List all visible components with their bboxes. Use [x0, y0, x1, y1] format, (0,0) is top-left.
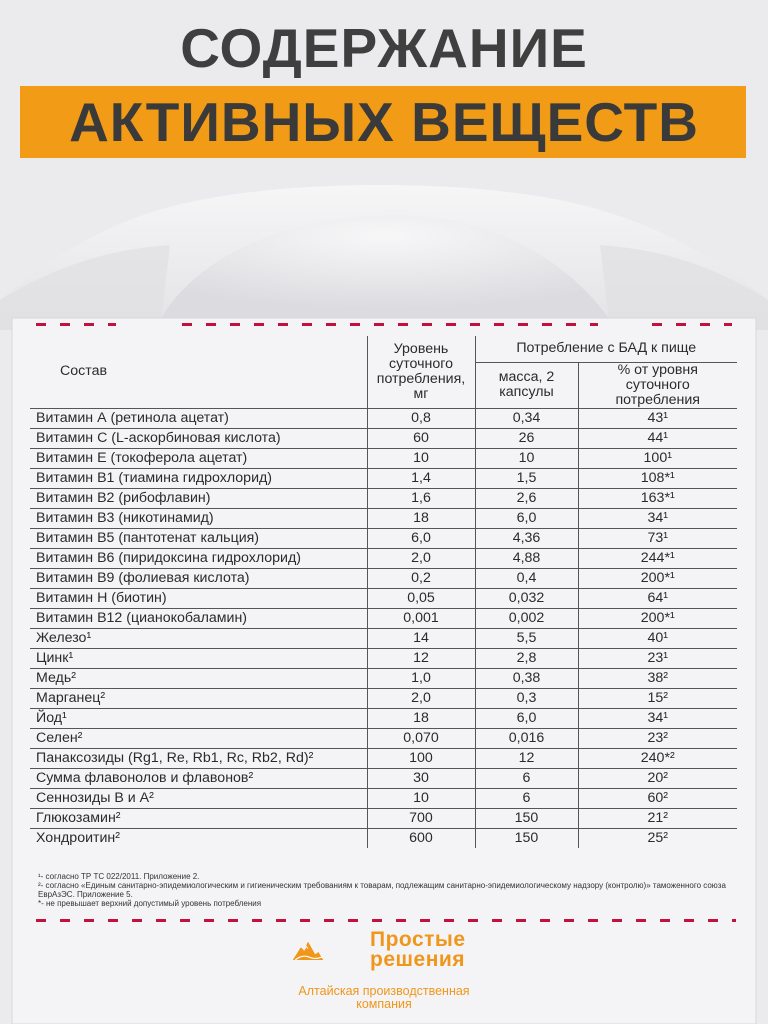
- row-daily-level: 2,0: [367, 548, 475, 568]
- table-row: [30, 748, 737, 768]
- row-name: Витамин С (L-аскорбиновая кислота): [30, 428, 367, 448]
- row-name: Селен²: [30, 728, 367, 748]
- footnotes: [38, 872, 738, 908]
- composition-table: [30, 336, 737, 848]
- row-mass: 6: [475, 788, 578, 808]
- row-daily-level: 1,4: [367, 468, 475, 488]
- table-row: [30, 768, 737, 788]
- table-row: [30, 728, 737, 748]
- page-title-line1: СОДЕРЖАНИЕ: [180, 17, 588, 79]
- table-row: [30, 648, 737, 668]
- dash-top-left: [36, 323, 116, 326]
- row-mass: 150: [475, 828, 578, 848]
- row-percent: 25²: [578, 828, 737, 848]
- row-percent: 21²: [578, 808, 737, 828]
- row-name: Витамин В9 (фолиевая кислота): [30, 568, 367, 588]
- brand-name-line2: решения: [370, 948, 466, 971]
- row-mass: 6,0: [475, 508, 578, 528]
- row-daily-level: 100: [367, 748, 475, 768]
- row-percent: 108*¹: [578, 468, 737, 488]
- row-mass: 0,34: [475, 408, 578, 428]
- row-percent: 38²: [578, 668, 737, 688]
- row-daily-level: 0,8: [367, 408, 475, 428]
- row-mass: 2,8: [475, 648, 578, 668]
- row-percent: 15²: [578, 688, 737, 708]
- row-mass: 10: [475, 448, 578, 468]
- table-row: [30, 468, 737, 488]
- table-row: [30, 788, 737, 808]
- row-name: Медь²: [30, 668, 367, 688]
- row-percent: 60²: [578, 788, 737, 808]
- table-row: [30, 628, 737, 648]
- row-name: Витамин В2 (рибофлавин): [30, 488, 367, 508]
- row-percent: 44¹: [578, 428, 737, 448]
- row-daily-level: 1,6: [367, 488, 475, 508]
- table-row: [30, 568, 737, 588]
- row-daily-level: 18: [367, 508, 475, 528]
- table-row: [30, 688, 737, 708]
- footnote-1: ¹- согласно ТР ТС 022/2011. Приложение 2.: [38, 872, 200, 881]
- table-row: [30, 708, 737, 728]
- row-mass: 0,016: [475, 728, 578, 748]
- page-title-line2: АКТИВНЫХ ВЕЩЕСТВ: [69, 91, 699, 153]
- row-mass: 0,3: [475, 688, 578, 708]
- table-row: [30, 828, 737, 848]
- table-row: [30, 428, 737, 448]
- row-mass: 0,38: [475, 668, 578, 688]
- row-name: Витамин А (ретинола ацетат): [30, 408, 367, 428]
- row-mass: 26: [475, 428, 578, 448]
- row-name: Витамин В5 (пантотенат кальция): [30, 528, 367, 548]
- table-row: [30, 808, 737, 828]
- dash-top-middle: [182, 323, 598, 326]
- table-row: [30, 408, 737, 428]
- dash-top-right: [652, 323, 732, 326]
- row-name: Витамин В12 (цианокобаламин): [30, 608, 367, 628]
- row-mass: 4,36: [475, 528, 578, 548]
- row-mass: 0,032: [475, 588, 578, 608]
- brand-name-line1: Простые: [370, 928, 466, 951]
- row-name: Железо¹: [30, 628, 367, 648]
- row-percent: 43¹: [578, 408, 737, 428]
- row-name: Глюкозамин²: [30, 808, 367, 828]
- dash-bottom: [36, 919, 736, 922]
- footnote-3: *- не превышает верхний допустимый уровень потребления: [38, 899, 262, 908]
- row-daily-level: 0,001: [367, 608, 475, 628]
- brand-tagline-line2: компания: [356, 997, 412, 1011]
- row-percent: 100¹: [578, 448, 737, 468]
- row-mass: 0,4: [475, 568, 578, 588]
- row-percent: 23²: [578, 728, 737, 748]
- table-row: [30, 548, 737, 568]
- row-name: Панаксозиды (Rg1, Re, Rb1, Rc, Rb2, Rd)²: [30, 748, 367, 768]
- row-daily-level: 6,0: [367, 528, 475, 548]
- row-daily-level: 0,05: [367, 588, 475, 608]
- row-percent: 200*¹: [578, 608, 737, 628]
- row-daily-level: 1,0: [367, 668, 475, 688]
- row-daily-level: 0,070: [367, 728, 475, 748]
- row-percent: 40¹: [578, 628, 737, 648]
- row-name: Сумма флавонолов и флавонов²: [30, 768, 367, 788]
- row-percent: 34¹: [578, 508, 737, 528]
- header-percent: % от уровня суточного потребления: [578, 362, 737, 408]
- row-mass: 2,6: [475, 488, 578, 508]
- row-mass: 0,002: [475, 608, 578, 628]
- row-percent: 200*¹: [578, 568, 737, 588]
- row-daily-level: 30: [367, 768, 475, 788]
- row-percent: 34¹: [578, 708, 737, 728]
- row-mass: 6: [475, 768, 578, 788]
- table-row: [30, 668, 737, 688]
- table-row: [30, 528, 737, 548]
- row-percent: 163*¹: [578, 488, 737, 508]
- header-consumption: Потребление с БАД к пище: [475, 336, 737, 362]
- row-mass: 6,0: [475, 708, 578, 728]
- row-name: Йод¹: [30, 708, 367, 728]
- row-name: Сеннозиды В и А²: [30, 788, 367, 808]
- row-name: Марганец²: [30, 688, 367, 708]
- composition-table-body: [30, 408, 737, 848]
- row-daily-level: 12: [367, 648, 475, 668]
- row-mass: 4,88: [475, 548, 578, 568]
- row-daily-level: 10: [367, 448, 475, 468]
- footnote-2: ²- согласно «Единым санитарно-эпидемиологическим и гигиеническим требованиям к товарам, подлежащим санитарно-эпидемиологическому надзору (контролю)» таможенного союза ЕврАзЭС. Приложение 5.: [38, 881, 726, 899]
- row-daily-level: 0,2: [367, 568, 475, 588]
- header-mass: масса, 2 капсулы: [475, 362, 578, 408]
- row-daily-level: 14: [367, 628, 475, 648]
- brand-tagline: [0, 985, 768, 1011]
- mountain-logo-icon: [292, 928, 372, 984]
- row-percent: 23¹: [578, 648, 737, 668]
- row-percent: 240*²: [578, 748, 737, 768]
- row-daily-level: 10: [367, 788, 475, 808]
- row-percent: 73¹: [578, 528, 737, 548]
- row-mass: 150: [475, 808, 578, 828]
- row-daily-level: 700: [367, 808, 475, 828]
- row-name: Витамин В1 (тиамина гидрохлорид): [30, 468, 367, 488]
- header-composition: Состав: [30, 336, 367, 408]
- row-mass: 1,5: [475, 468, 578, 488]
- row-name: Витамин В6 (пиридоксина гидрохлорид): [30, 548, 367, 568]
- row-name: Цинк¹: [30, 648, 367, 668]
- table-row: [30, 608, 737, 628]
- row-daily-level: 60: [367, 428, 475, 448]
- table-row: [30, 448, 737, 468]
- row-name: Витамин Е (токоферола ацетат): [30, 448, 367, 468]
- brand-tagline-line1: Алтайская производственная: [298, 984, 470, 998]
- brand-name: [370, 930, 466, 970]
- row-mass: 12: [475, 748, 578, 768]
- row-name: Хондроитин²: [30, 828, 367, 848]
- row-percent: 64¹: [578, 588, 737, 608]
- table-row: [30, 508, 737, 528]
- row-name: Витамин В3 (никотинамид): [30, 508, 367, 528]
- row-mass: 5,5: [475, 628, 578, 648]
- row-percent: 244*¹: [578, 548, 737, 568]
- table-row: [30, 488, 737, 508]
- row-daily-level: 2,0: [367, 688, 475, 708]
- row-percent: 20²: [578, 768, 737, 788]
- header-daily-level: Уровень суточного потребления, мг: [367, 336, 475, 408]
- row-daily-level: 600: [367, 828, 475, 848]
- table-row: [30, 588, 737, 608]
- row-daily-level: 18: [367, 708, 475, 728]
- row-name: Витамин Н (биотин): [30, 588, 367, 608]
